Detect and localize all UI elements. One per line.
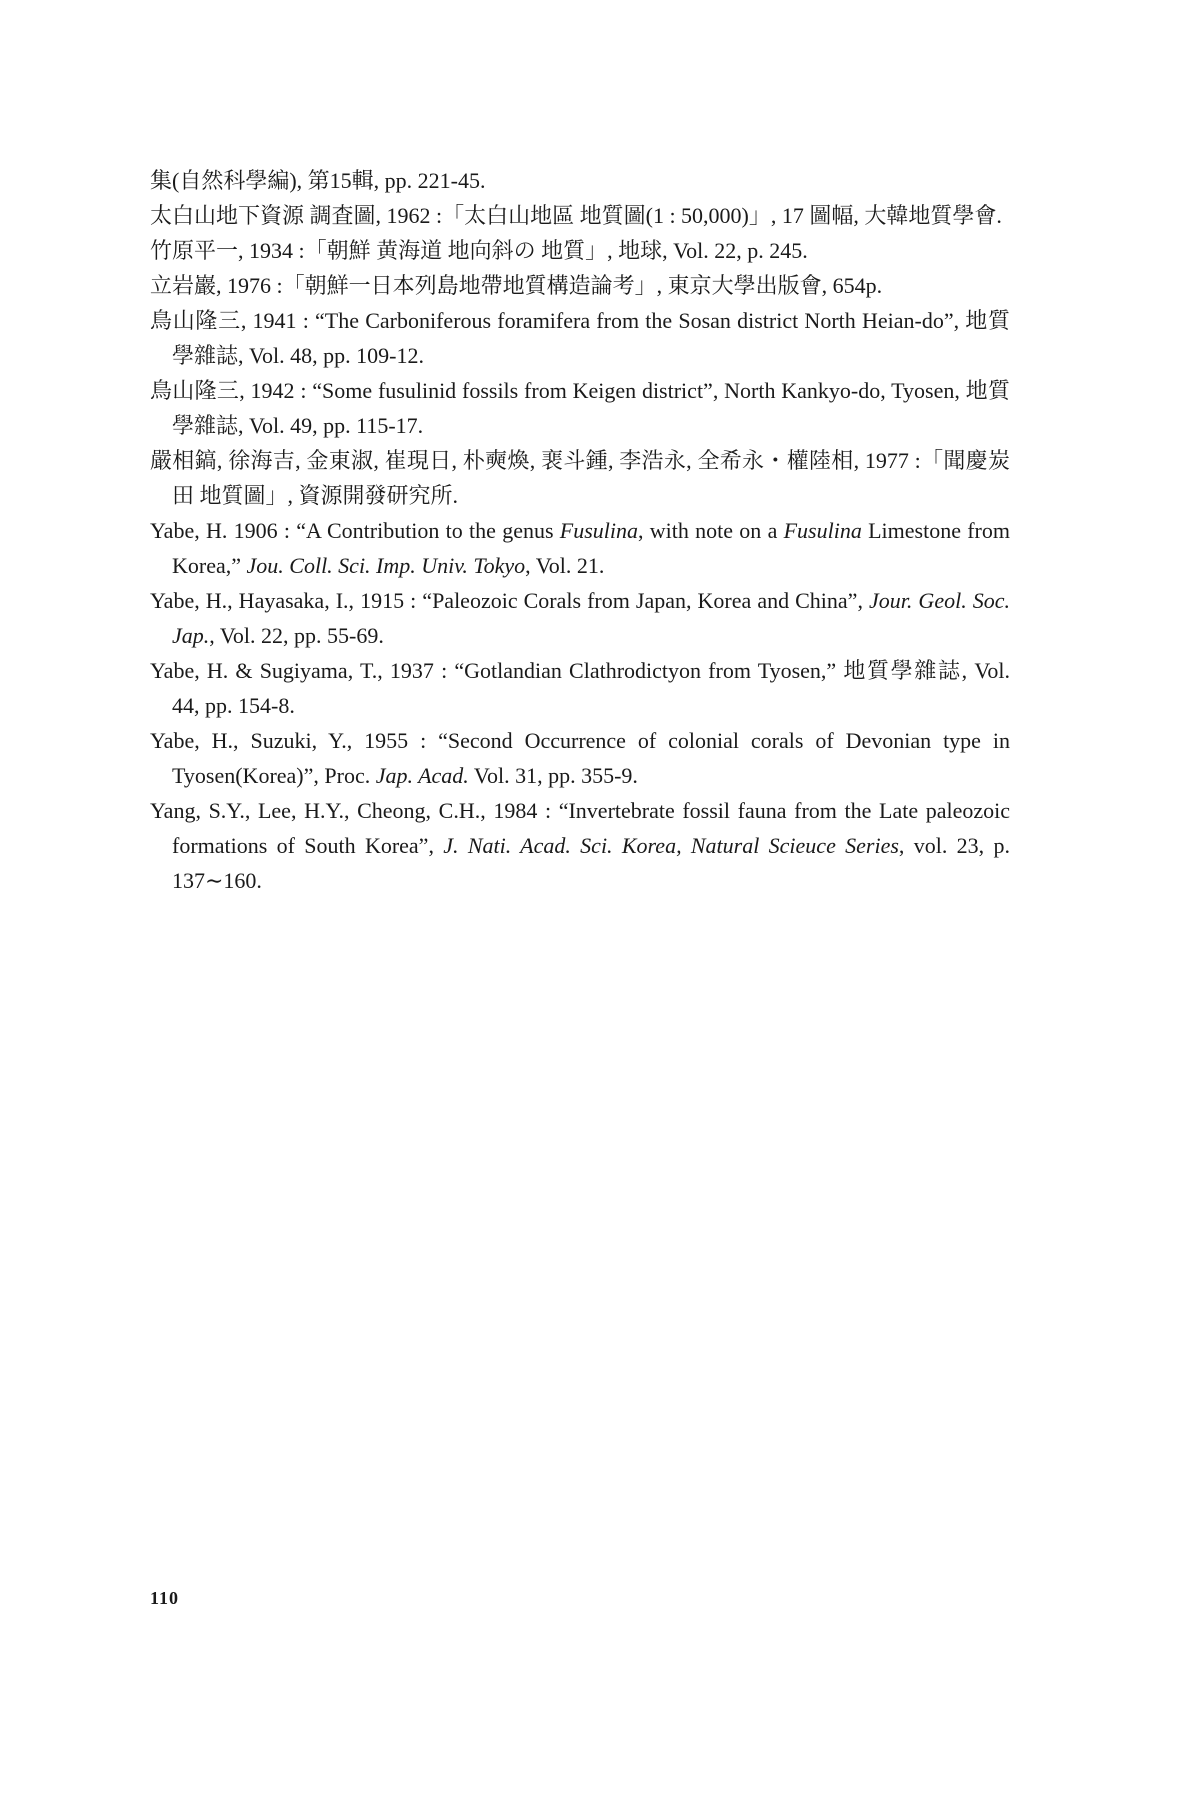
reference-italic-text: J. Nati. Acad. Sci. Korea, Natural Scieuce Series [443, 833, 899, 858]
reference-entry [150, 373, 1010, 443]
reference-text: 鳥山隆三, 1942 : “Some fusulinid fossils from Keigen district”, North Kankyo-do, Tyosen, 地質學雜誌, Vol. 49, pp. 115-17. [150, 378, 1010, 438]
reference-text: 太白山地下資源 調査圖, 1962 :「太白山地區 地質圖(1 : 50,000)」, 17 圖幅, 大韓地質學會. [150, 203, 1002, 228]
reference-text: Yabe, H. & Sugiyama, T., 1937 : “Gotlandian Clathrodictyon from Tyosen,” 地質學雜誌, Vol. 44, pp. 154-8. [150, 658, 1010, 718]
reference-text: Vol. 31, pp. 355-9. [468, 763, 638, 788]
reference-entry [150, 513, 1010, 583]
reference-text: Limestone from Korea,” [172, 518, 1010, 578]
reference-italic-text: Jou. Coll. Sci. Imp. Univ. Tokyo [246, 553, 526, 578]
reference-entry [150, 443, 1010, 513]
reference-entry [150, 303, 1010, 373]
reference-text: 竹原平一, 1934 :「朝鮮 黄海道 地向斜の 地質」, 地球, Vol. 22, p. 245. [150, 238, 808, 263]
reference-text: Yabe, H., Suzuki, Y., 1955 : “Second Occurrence of colonial corals of Devonian type in Tyosen(Korea)”, Proc. [150, 728, 1010, 788]
reference-entry [150, 268, 1010, 303]
reference-entry [150, 793, 1010, 898]
reference-text: , with note on a [638, 518, 784, 543]
reference-entry [150, 653, 1010, 723]
reference-entry [150, 163, 1010, 198]
reference-text: 集(自然科學編), 第15輯, pp. 221-45. [150, 168, 486, 193]
reference-entry [150, 233, 1010, 268]
reference-list [150, 163, 1010, 898]
reference-entry [150, 723, 1010, 793]
reference-text: 立岩巖, 1976 :「朝鮮一日本列島地帶地質構造論考」, 東京大學出版會, 654p. [150, 273, 883, 298]
reference-text: , Vol. 22, pp. 55-69. [209, 623, 384, 648]
reference-text: Yang, S.Y., Lee, H.Y., Cheong, C.H., 1984 : “Invertebrate fossil fauna from the Late paleozoic formations of South Korea”, [150, 798, 1010, 858]
page-number: 110 [150, 1588, 180, 1608]
reference-text: Yabe, H., Hayasaka, I., 1915 : “Paleozoic Corals from Japan, Korea and China”, [150, 588, 869, 613]
reference-entry [150, 198, 1010, 233]
reference-text: 鳥山隆三, 1941 : “The Carboniferous foramifera from the Sosan district North Heian-do”, 地質學雜誌, Vol. 48, pp. 109-12. [150, 308, 1010, 368]
reference-italic-text: Fusulina [783, 518, 862, 543]
reference-italic-text: Jour. Geol. Soc. Jap. [172, 588, 1011, 648]
reference-text: , Vol. 21. [525, 553, 605, 578]
reference-text: 嚴相鎬, 徐海吉, 金東淑, 崔現日, 朴奭煥, 裵斗鍾, 李浩永, 全希永・權陸相, 1977 :「聞慶炭田 地質圖」, 資源開發研究所. [150, 448, 1010, 508]
reference-text: Yabe, H. 1906 : “A Contribution to the genus [150, 518, 560, 543]
reference-italic-text: Fusulina [559, 518, 639, 543]
reference-entry [150, 583, 1010, 653]
reference-text: , vol. 23, p. 137∼160. [172, 833, 1010, 893]
reference-italic-text: Jap. Acad. [375, 763, 469, 788]
